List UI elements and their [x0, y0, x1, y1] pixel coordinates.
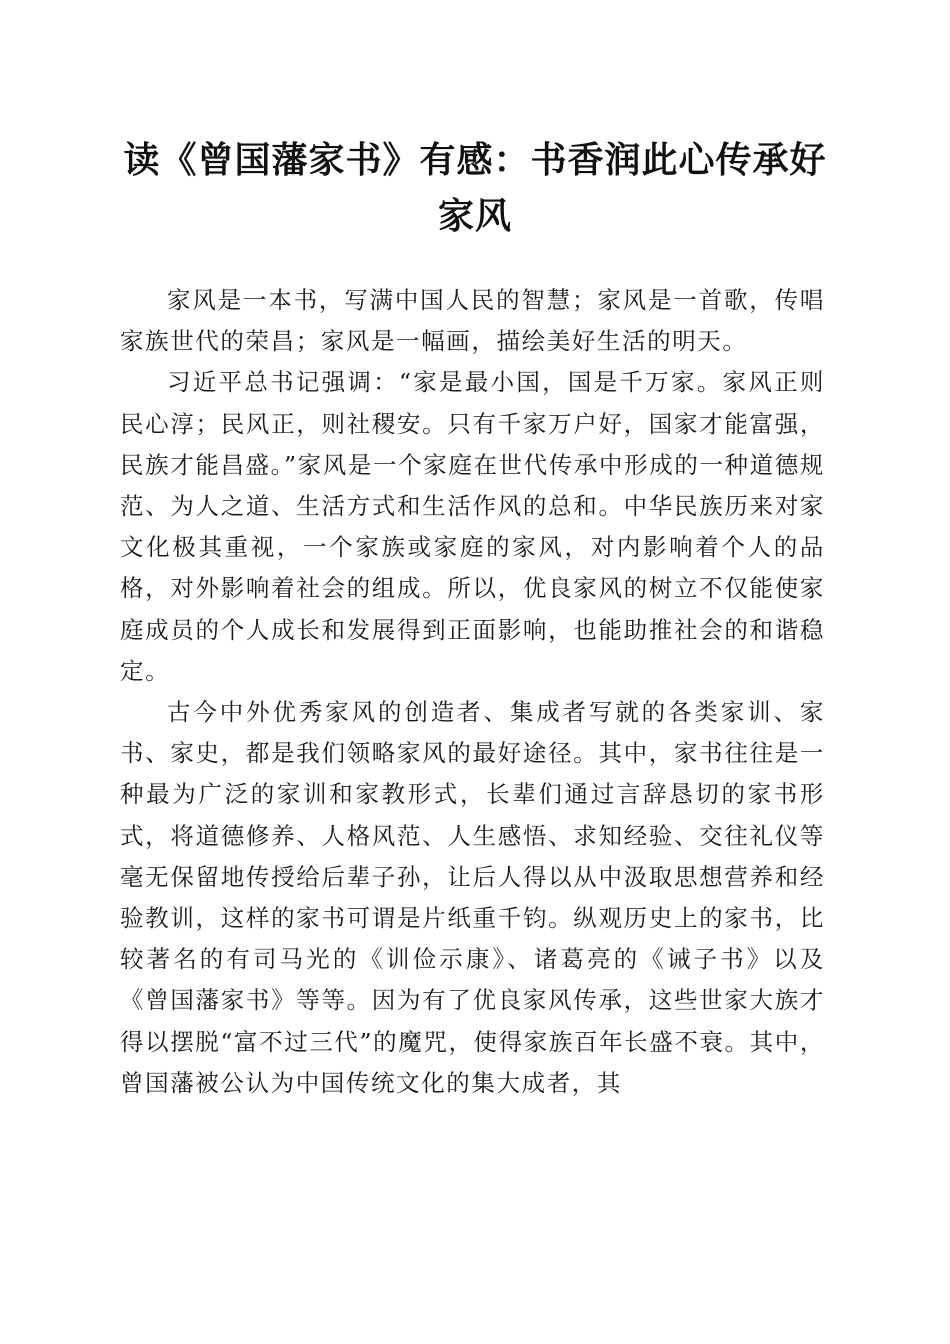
document-body [120, 280, 825, 1104]
paragraph-3: 古今中外优秀家风的创造者、集成者写就的各类家训、家书、家史，都是我们领略家风的最好途径。其中，家书往往是一种最为广泛的家训和家教形式，长辈们通过言辞恳切的家书形式，将道德修养、人格风范、人生感悟、求知经验、交往礼仪等毫无保留地传授给后辈子孙，让后人得以从中汲取思想营养和经验教训，这样的家书可谓是片纸重千钧。纵观历史上的家书，比较著名的有司马光的《训俭示康》、诸葛亮的《诫子书》以及《曾国藩家书》等等。因为有了优良家风传承，这些世家大族才得以摆脱“富不过三代”的魔咒，使得家族百年长盛不衰。其中，曾国藩被公认为中国传统文化的集大成者，其 [120, 698, 825, 1097]
paragraph-2: 习近平总书记强调：“家是最小国，国是千万家。家风正则民心淳；民风正，则社稷安。只有千家万户好，国家才能富强，民族才能昌盛。”家风是一个家庭在世代传承中形成的一种道德规范、为人之道、生活方式和生活作风的总和。中华民族历来对家文化极其重视，一个家族或家庭的家风，对内影响着个人的品格，对外影响着社会的组成。所以，优良家风的树立不仅能使家庭成员的个人成长和发展得到正面影响，也能助推社会的和谐稳定。 [120, 368, 825, 685]
paragraph-1: 家风是一本书，写满中国人民的智慧；家风是一首歌，传唱家族世代的荣昌；家风是一幅画，描绘美好生活的明天。 [120, 286, 825, 356]
document-title: 读《曾国藩家书》有感：书香润此心传承好家风 [123, 139, 827, 237]
